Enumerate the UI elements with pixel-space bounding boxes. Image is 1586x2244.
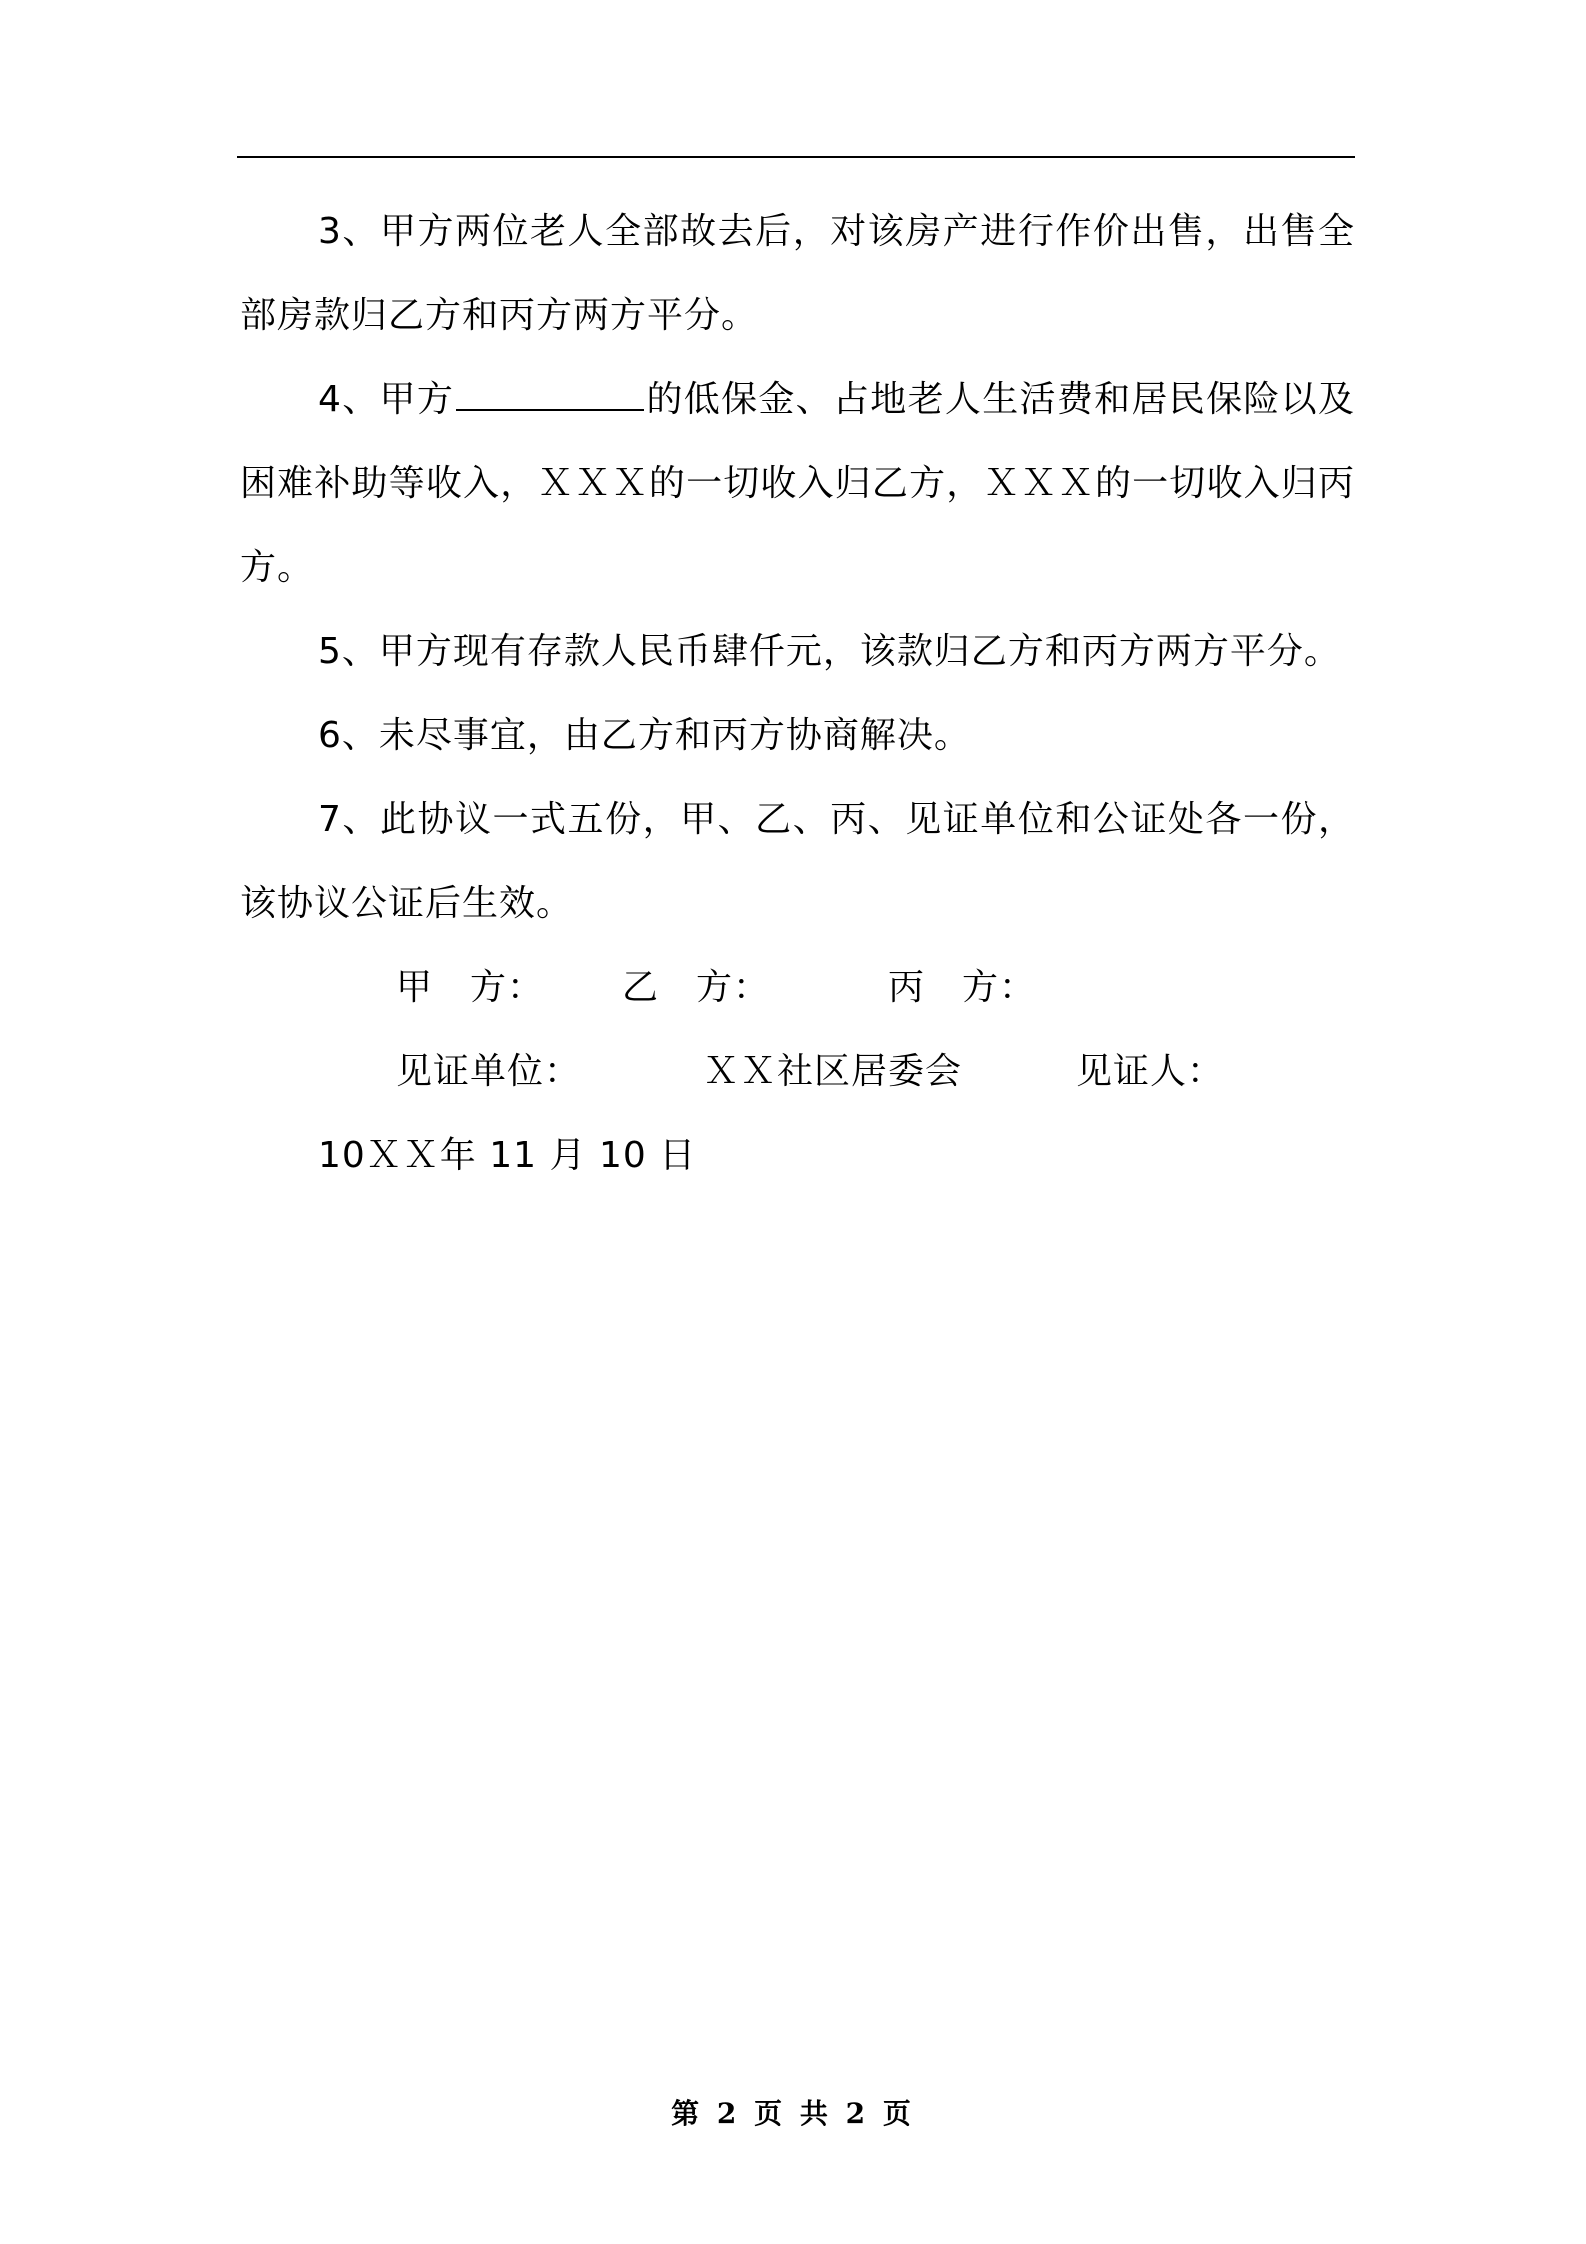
clause-5: 5、甲方现有存款人民币肆仟元，该款归乙方和丙方两方平分。 — [318, 631, 1341, 672]
signature-parties-row — [240, 946, 1355, 1030]
signing-date: 10ＸＸ年 11 月 10 日 — [318, 1135, 697, 1176]
party-b-label: 乙 方： — [622, 967, 771, 1008]
clause-4-rest: 的低保金、占地老人生活费和居民保险以及困难补助等收入，ＸＸＸ的一切收入归乙方，ＸＸＸ的一切收入归丙方。 — [240, 379, 1355, 588]
clause-3-text: 3、甲方两位老人全部故去后，对该房产进行作价出售，出售全部房款归乙方和丙方两方平分。 — [240, 211, 1355, 336]
clause-4 — [240, 358, 1355, 610]
clause-6: 6、未尽事宜，由乙方和丙方协商解决。 — [318, 715, 971, 756]
party-c-label: 丙 方： — [888, 967, 1037, 1008]
fill-in-blank — [456, 408, 644, 411]
witness-row — [240, 1030, 1355, 1114]
witness-unit-label: 见证单位： — [396, 1051, 582, 1092]
witness-unit-value: ＸＸ社区居委会 — [703, 1051, 963, 1092]
party-a-label: 甲 方： — [396, 967, 545, 1008]
clause-4-lead: 4、甲方 — [318, 379, 455, 420]
witness-person-label: 见证人： — [1076, 1051, 1225, 1092]
header-rule — [237, 156, 1355, 158]
page-number-footer: 第 2 页 共 2 页 — [671, 2097, 915, 2130]
clause-7: 7、此协议一式五份，甲、乙、丙、见证单位和公证处各一份，该协议公证后生效。 — [240, 799, 1355, 924]
document-body — [240, 190, 1355, 1198]
